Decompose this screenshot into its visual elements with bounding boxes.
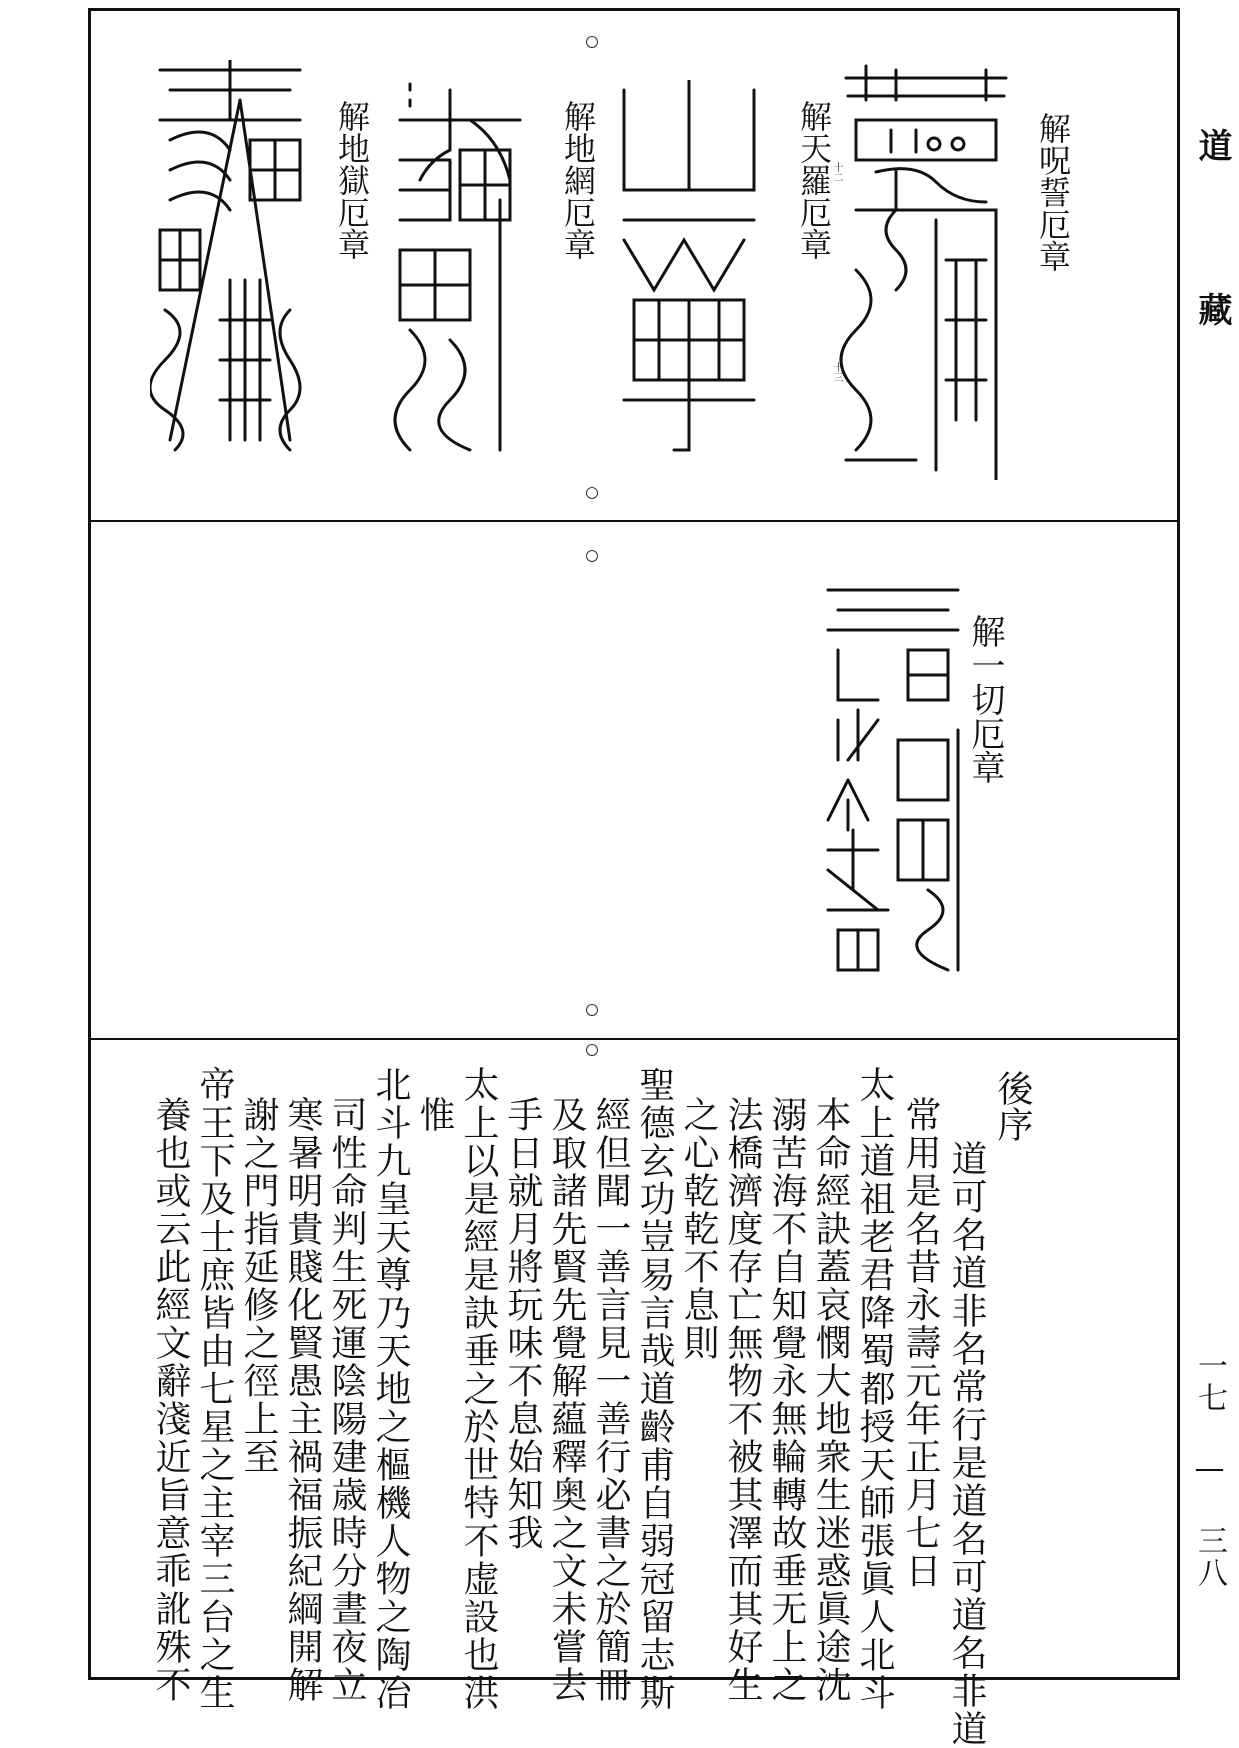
collection-title: 道 藏 bbox=[1192, 128, 1232, 374]
text-column: 太上道祖老君降蜀都授天師張眞人北斗 bbox=[854, 1066, 895, 1712]
postface-heading: 後序 bbox=[992, 1070, 1033, 1142]
text-column: 帝王下及士庶皆由七星之主宰三台之生 bbox=[194, 1066, 235, 1712]
leaf-mark: 十二 bbox=[831, 162, 842, 182]
text-column: 常用是名昔永壽元年正月七日 bbox=[900, 1096, 941, 1590]
text-column: 道可名道非名常行是道名可道名非道 bbox=[946, 1140, 987, 1748]
seal-script-talisman-1 bbox=[836, 60, 1016, 480]
seal-script-talisman-2 bbox=[614, 80, 764, 460]
text-column: 法橋濟度存亡無物不被其澤而其好生 bbox=[722, 1096, 763, 1704]
text-column: 謝之門指延修之徑上至 bbox=[238, 1096, 279, 1476]
register-circle bbox=[586, 550, 598, 562]
text-column: 太上以是經是訣垂之於世特不虚設也洪 bbox=[458, 1066, 499, 1712]
leaf-mark: 十三 bbox=[831, 362, 842, 382]
panel-divider-2 bbox=[88, 1038, 1180, 1040]
text-column: 及取諸先賢先覺解藴釋奥之文未嘗去 bbox=[546, 1096, 587, 1704]
talisman-label-1: 解呪誓厄章 bbox=[1034, 112, 1072, 272]
talisman-label-4: 解地獄厄章 bbox=[333, 100, 371, 260]
register-circle bbox=[586, 36, 598, 48]
register-circle bbox=[586, 487, 598, 499]
talisman-label-2: 解天羅厄章 bbox=[795, 100, 833, 260]
text-column: 寒暑明貴賤化賢愚主禍福振紀綱開解 bbox=[282, 1096, 323, 1704]
text-column: 溺苦海不自知覺永無輪轉故垂无上之 bbox=[766, 1096, 807, 1704]
text-column: 聖德玄功豈易言哉道齡甫自弱冠留志斯 bbox=[634, 1066, 675, 1712]
text-column: 惟 bbox=[414, 1096, 455, 1134]
page-number: 一七 — 三八 bbox=[1192, 1350, 1227, 1589]
register-circle bbox=[586, 1044, 598, 1056]
panel-divider-1 bbox=[88, 520, 1180, 522]
register-circle bbox=[586, 1004, 598, 1016]
talisman-label-3: 解地網厄章 bbox=[559, 100, 597, 260]
seal-script-talisman-4 bbox=[150, 60, 310, 460]
text-column: 手日就月將玩味不息始知我 bbox=[502, 1096, 543, 1552]
text-column: 之心乾乾不息則 bbox=[678, 1096, 719, 1362]
seal-script-talisman-3 bbox=[390, 80, 530, 460]
text-column: 經但聞一善言見一善行必書之於簡冊 bbox=[590, 1096, 631, 1704]
seal-script-talisman-5 bbox=[818, 580, 968, 980]
text-column: 北斗九皇天尊乃天地之樞機人物之陶冶 bbox=[370, 1066, 411, 1712]
text-column: 本命經訣蓋哀憫大地衆生迷惑眞途沈 bbox=[810, 1096, 851, 1704]
talisman-label-5: 解一切厄章 bbox=[965, 614, 1005, 784]
text-column: 養也或云此經文辭淺近旨意乖訛殊不 bbox=[150, 1096, 191, 1704]
text-column: 司性命判生死運陰陽建歳時分晝夜立 bbox=[326, 1096, 367, 1704]
